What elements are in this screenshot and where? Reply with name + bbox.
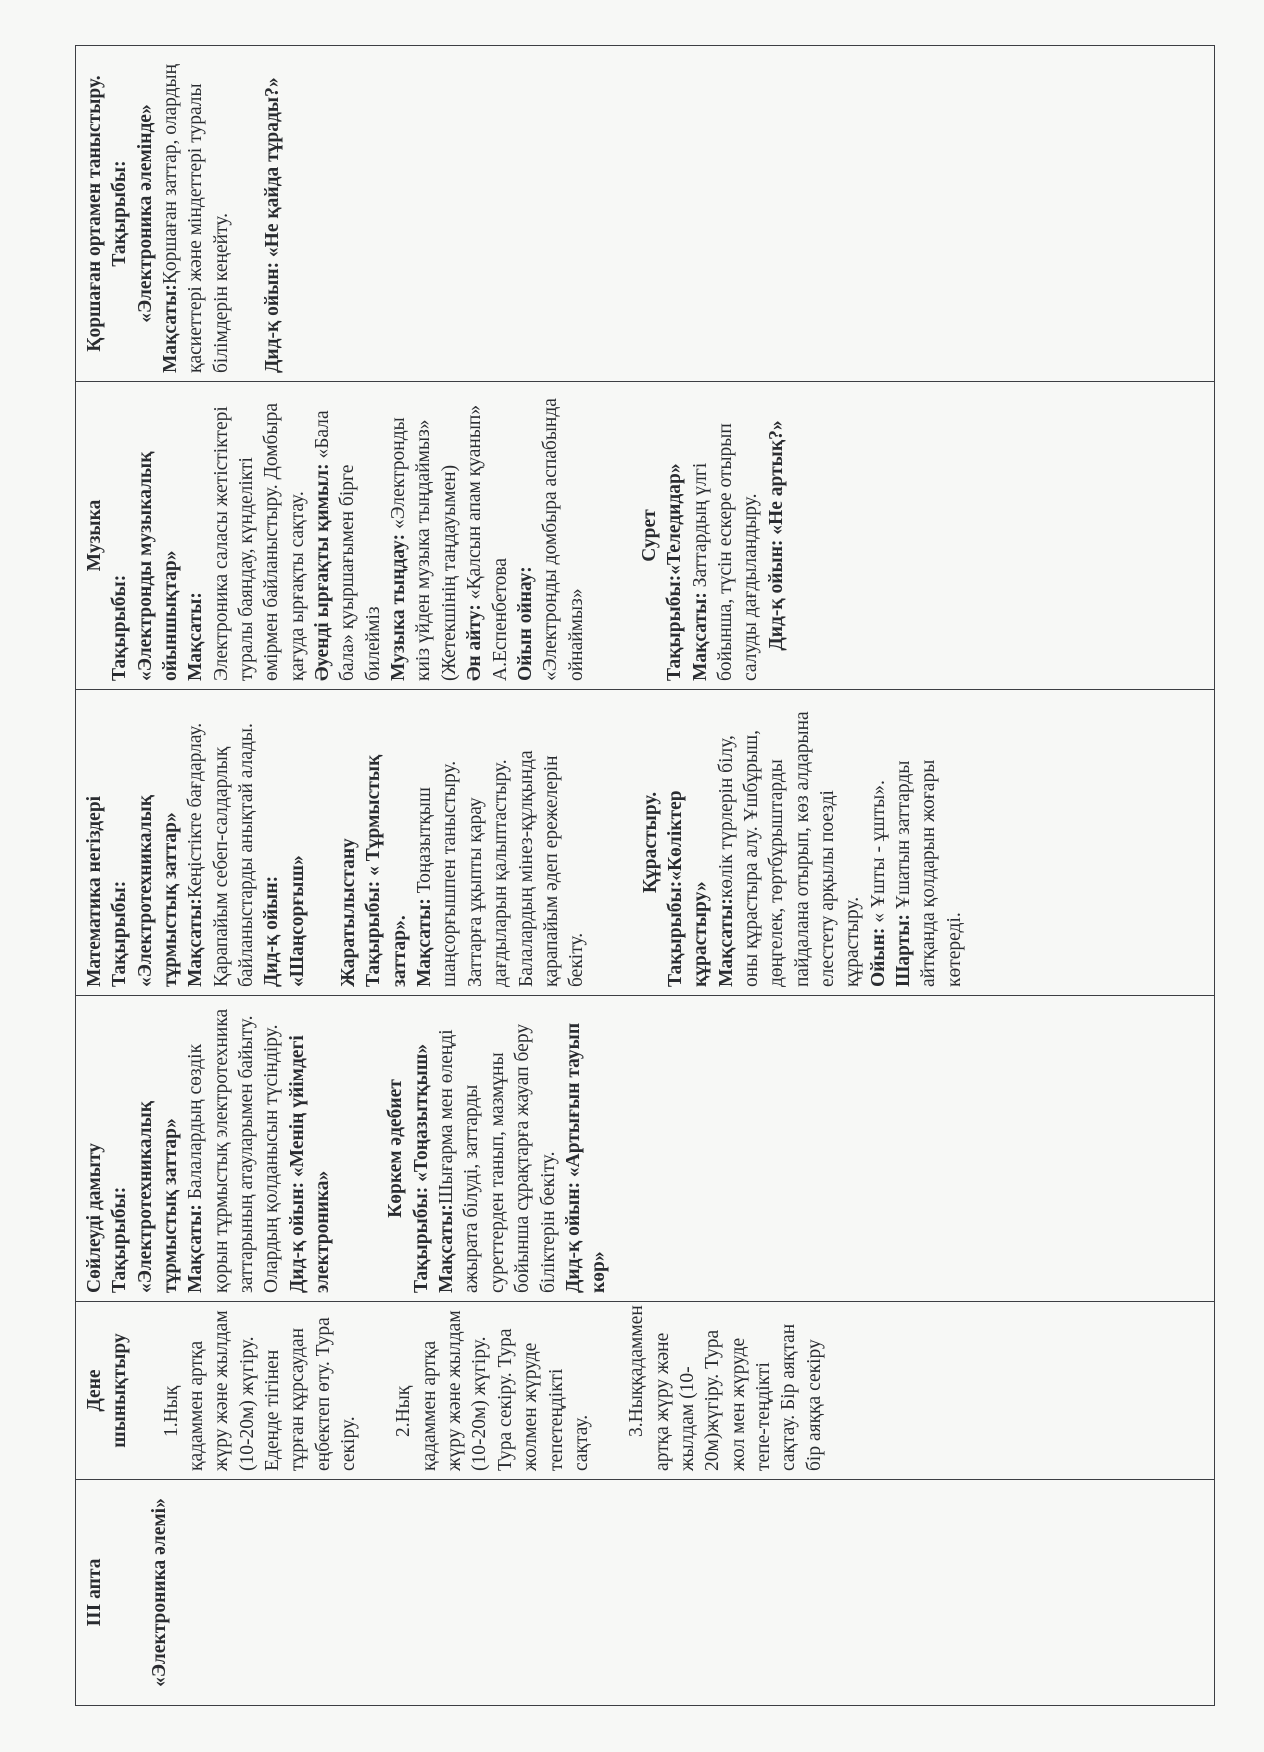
drawing-game: «Не артық?» bbox=[765, 420, 787, 535]
speech-goal-label: Мақсаты: bbox=[185, 1204, 207, 1293]
nature-topic: « Тұрмыстық заттар». bbox=[363, 754, 410, 987]
rotated-table-container bbox=[75, 46, 1215, 1706]
math-topic-label: Тақырыбы: bbox=[109, 880, 131, 987]
speech-topic-label: Тақырыбы: bbox=[109, 1186, 131, 1293]
literature-goal-label: Мақсаты: bbox=[436, 1204, 458, 1293]
environment-topic: «Электроника әлемінде» bbox=[134, 104, 156, 323]
pe-cell bbox=[76, 1302, 1215, 1480]
literature-title: Көркем әдебиет bbox=[385, 1079, 407, 1218]
drawing-topic-label: Тақырыбы: bbox=[664, 574, 686, 681]
pe-item-3: 3.Ныққадаммен артқа жүру және жылдам (10-20м)жүгіру. Тура жол мен жүруде тепе-теңдікті сақтау. Бір аяқтан бір аяққа секіру bbox=[626, 1305, 825, 1471]
construction-goal: көлік түрлерін білу, оны құрастыра алу. Ұшбұрыш, дөңгелек, төртбұрыштарды пайдалана отырып, көз алдарына елестету арқылы поезді құрастыру. bbox=[715, 711, 864, 987]
math-goal: Кеңістікте бағдарлау. Қарапайым себеп-салдарлық байланыстарды анықтай алады. bbox=[185, 722, 258, 987]
construction-goal-label: Мақсаты: bbox=[715, 898, 737, 987]
math-cell bbox=[76, 690, 1215, 996]
music-dance-label: Әуенді ырғақты қимыл: bbox=[312, 463, 334, 681]
music-play: «Электронды домбыра аспабында ойнаймыз» bbox=[540, 398, 587, 681]
week-cell bbox=[76, 1480, 1215, 1706]
speech-goal: Балалардың сөздік қорын тұрмыстық электротехника заттарының атауларымен байыту. Олардың қолданысын түсіндіру. bbox=[185, 1008, 283, 1293]
speech-topic: «Электротехникалық тұрмыстық заттар» bbox=[134, 1100, 182, 1293]
music-goal-label: Мақсаты: bbox=[185, 592, 207, 681]
music-sing-label: Ән айту: bbox=[464, 604, 486, 681]
nature-topic-label: Тақырыбы: bbox=[363, 880, 385, 987]
construction-title: Құрастыру. bbox=[639, 791, 661, 894]
music-topic: «Электронды музыкалық ойыншықтар» bbox=[134, 451, 182, 681]
pe-item-2: 2.Нық қадаммен артқа жүру және жылдам (10-20м) жүгіру. Тура секіру. Тура жолмен жүруде тепетеңдікті сақтау. bbox=[393, 1310, 592, 1471]
table-row bbox=[76, 46, 1215, 1706]
construction-game-label: Ойын: bbox=[867, 927, 889, 987]
music-listen: «Электронды киіз үйден музыка тыңдаймыз» (Жетекшінің таңдауымен) bbox=[388, 417, 460, 681]
drawing-goal-label: Мақсаты: bbox=[689, 592, 711, 681]
music-listen-label: Музыка тыңдау: bbox=[388, 533, 410, 681]
math-title: Математика негіздері bbox=[84, 795, 105, 987]
music-title: Музыка bbox=[84, 499, 105, 572]
construction-rule-label: Шарты: bbox=[892, 913, 914, 987]
environment-game-label: Дид-қ ойын: bbox=[262, 261, 284, 373]
speech-game: «Менің үйімдегі электроника» bbox=[286, 1035, 334, 1293]
environment-cell bbox=[76, 46, 1215, 382]
environment-goal-label: Мақсаты: bbox=[160, 284, 182, 373]
literature-game: «Артығын тауып көр» bbox=[562, 1022, 610, 1293]
speech-cell bbox=[76, 996, 1215, 1302]
math-game-label: Дид-қ ойын: bbox=[261, 875, 283, 987]
music-topic-label: Тақырыбы: bbox=[109, 574, 131, 681]
environment-topic-label: Тақырыбы: bbox=[109, 160, 131, 267]
literature-topic: «Тоңазытқыш» bbox=[410, 1043, 432, 1182]
drawing-topic: «Теледидар» bbox=[664, 463, 686, 575]
drawing-title: Сурет bbox=[638, 509, 660, 562]
music-dance: «Бала бала» қуыршағымен бірге билейміз bbox=[312, 410, 384, 681]
literature-topic-label: Тақырыбы: bbox=[410, 1186, 432, 1293]
drawing-goal: Заттардың үлгі бойынша, түсін ескере отырып салуды дағдыландыру. bbox=[689, 423, 762, 681]
construction-topic: «Көліктер құрастыру» bbox=[664, 790, 712, 987]
math-topic: «Электротехникалық тұрмыстық заттар» bbox=[134, 794, 182, 987]
construction-game: « Ұшты - ұшты». bbox=[867, 780, 889, 923]
literature-goal: Шығарма мен өлеңді ажырата білуді, заттарды суреттерден танып, мазмұны бойынша сұрақтарға жауап беру біліктерін бекіту. bbox=[436, 1023, 559, 1293]
environment-title: Қоршаған ортамен таныстыру. bbox=[84, 75, 105, 352]
weekly-plan-table bbox=[75, 45, 1215, 1706]
week-label: ІІІ апта bbox=[84, 1558, 105, 1627]
pe-item-1: 1.Нық қадаммен артқа жүру және жылдам (10-20м) жүгіру. Еденде тігінен тұрған құрсаудан еңбектеп өту. Тура секіру. bbox=[160, 1310, 360, 1471]
nature-title: Жаратылыстану bbox=[338, 838, 360, 987]
construction-rule: Ұшатын заттарды айтқанда қолдарын жоғары көтереді. bbox=[892, 759, 965, 987]
math-goal-label: Мақсаты: bbox=[185, 898, 207, 987]
music-play-label: Ойын ойнау: bbox=[514, 566, 536, 681]
nature-goal: Тоңазытқыш шаңсорғышпен таныстыру. Заттарға ұқыпты қарау дағдыларын қалыптастыру. Балалардың мінез-құлқында қарапайым әдеп ережелерін бекіту. bbox=[414, 750, 588, 987]
week-theme: «Электроника әлемі» bbox=[149, 1498, 171, 1687]
music-goal: Электроника саласы жетістіктері туралы баяндау, күнделікті өмірмен байланыстыру. Домбыра қағуда ырғақты сақтау. bbox=[210, 403, 308, 681]
speech-title: Сөйлеуді дамыту bbox=[84, 1142, 105, 1293]
drawing-game-label: Дид-қ ойын: bbox=[765, 539, 787, 651]
nature-goal-label: Мақсаты: bbox=[414, 898, 436, 987]
literature-game-label: Дид-қ ойын: bbox=[562, 1181, 584, 1293]
environment-goal: Қоршаған заттар, олардың қасиеттері және міндеттері туралы білімдерін кеңейту. bbox=[160, 63, 232, 373]
environment-game: «Не қайда тұрады?» bbox=[262, 77, 284, 258]
speech-game-label: Дид-қ ойын: bbox=[286, 1181, 308, 1293]
pe-title: Дене шынықтыру bbox=[84, 1333, 131, 1448]
music-sing: «Қалсын апам қуанып» А.Еспенбетова bbox=[464, 404, 511, 681]
construction-topic-label: Тақырыбы: bbox=[664, 880, 686, 987]
math-game: «Шаңсорғыш» bbox=[286, 855, 308, 987]
music-cell bbox=[76, 382, 1215, 690]
